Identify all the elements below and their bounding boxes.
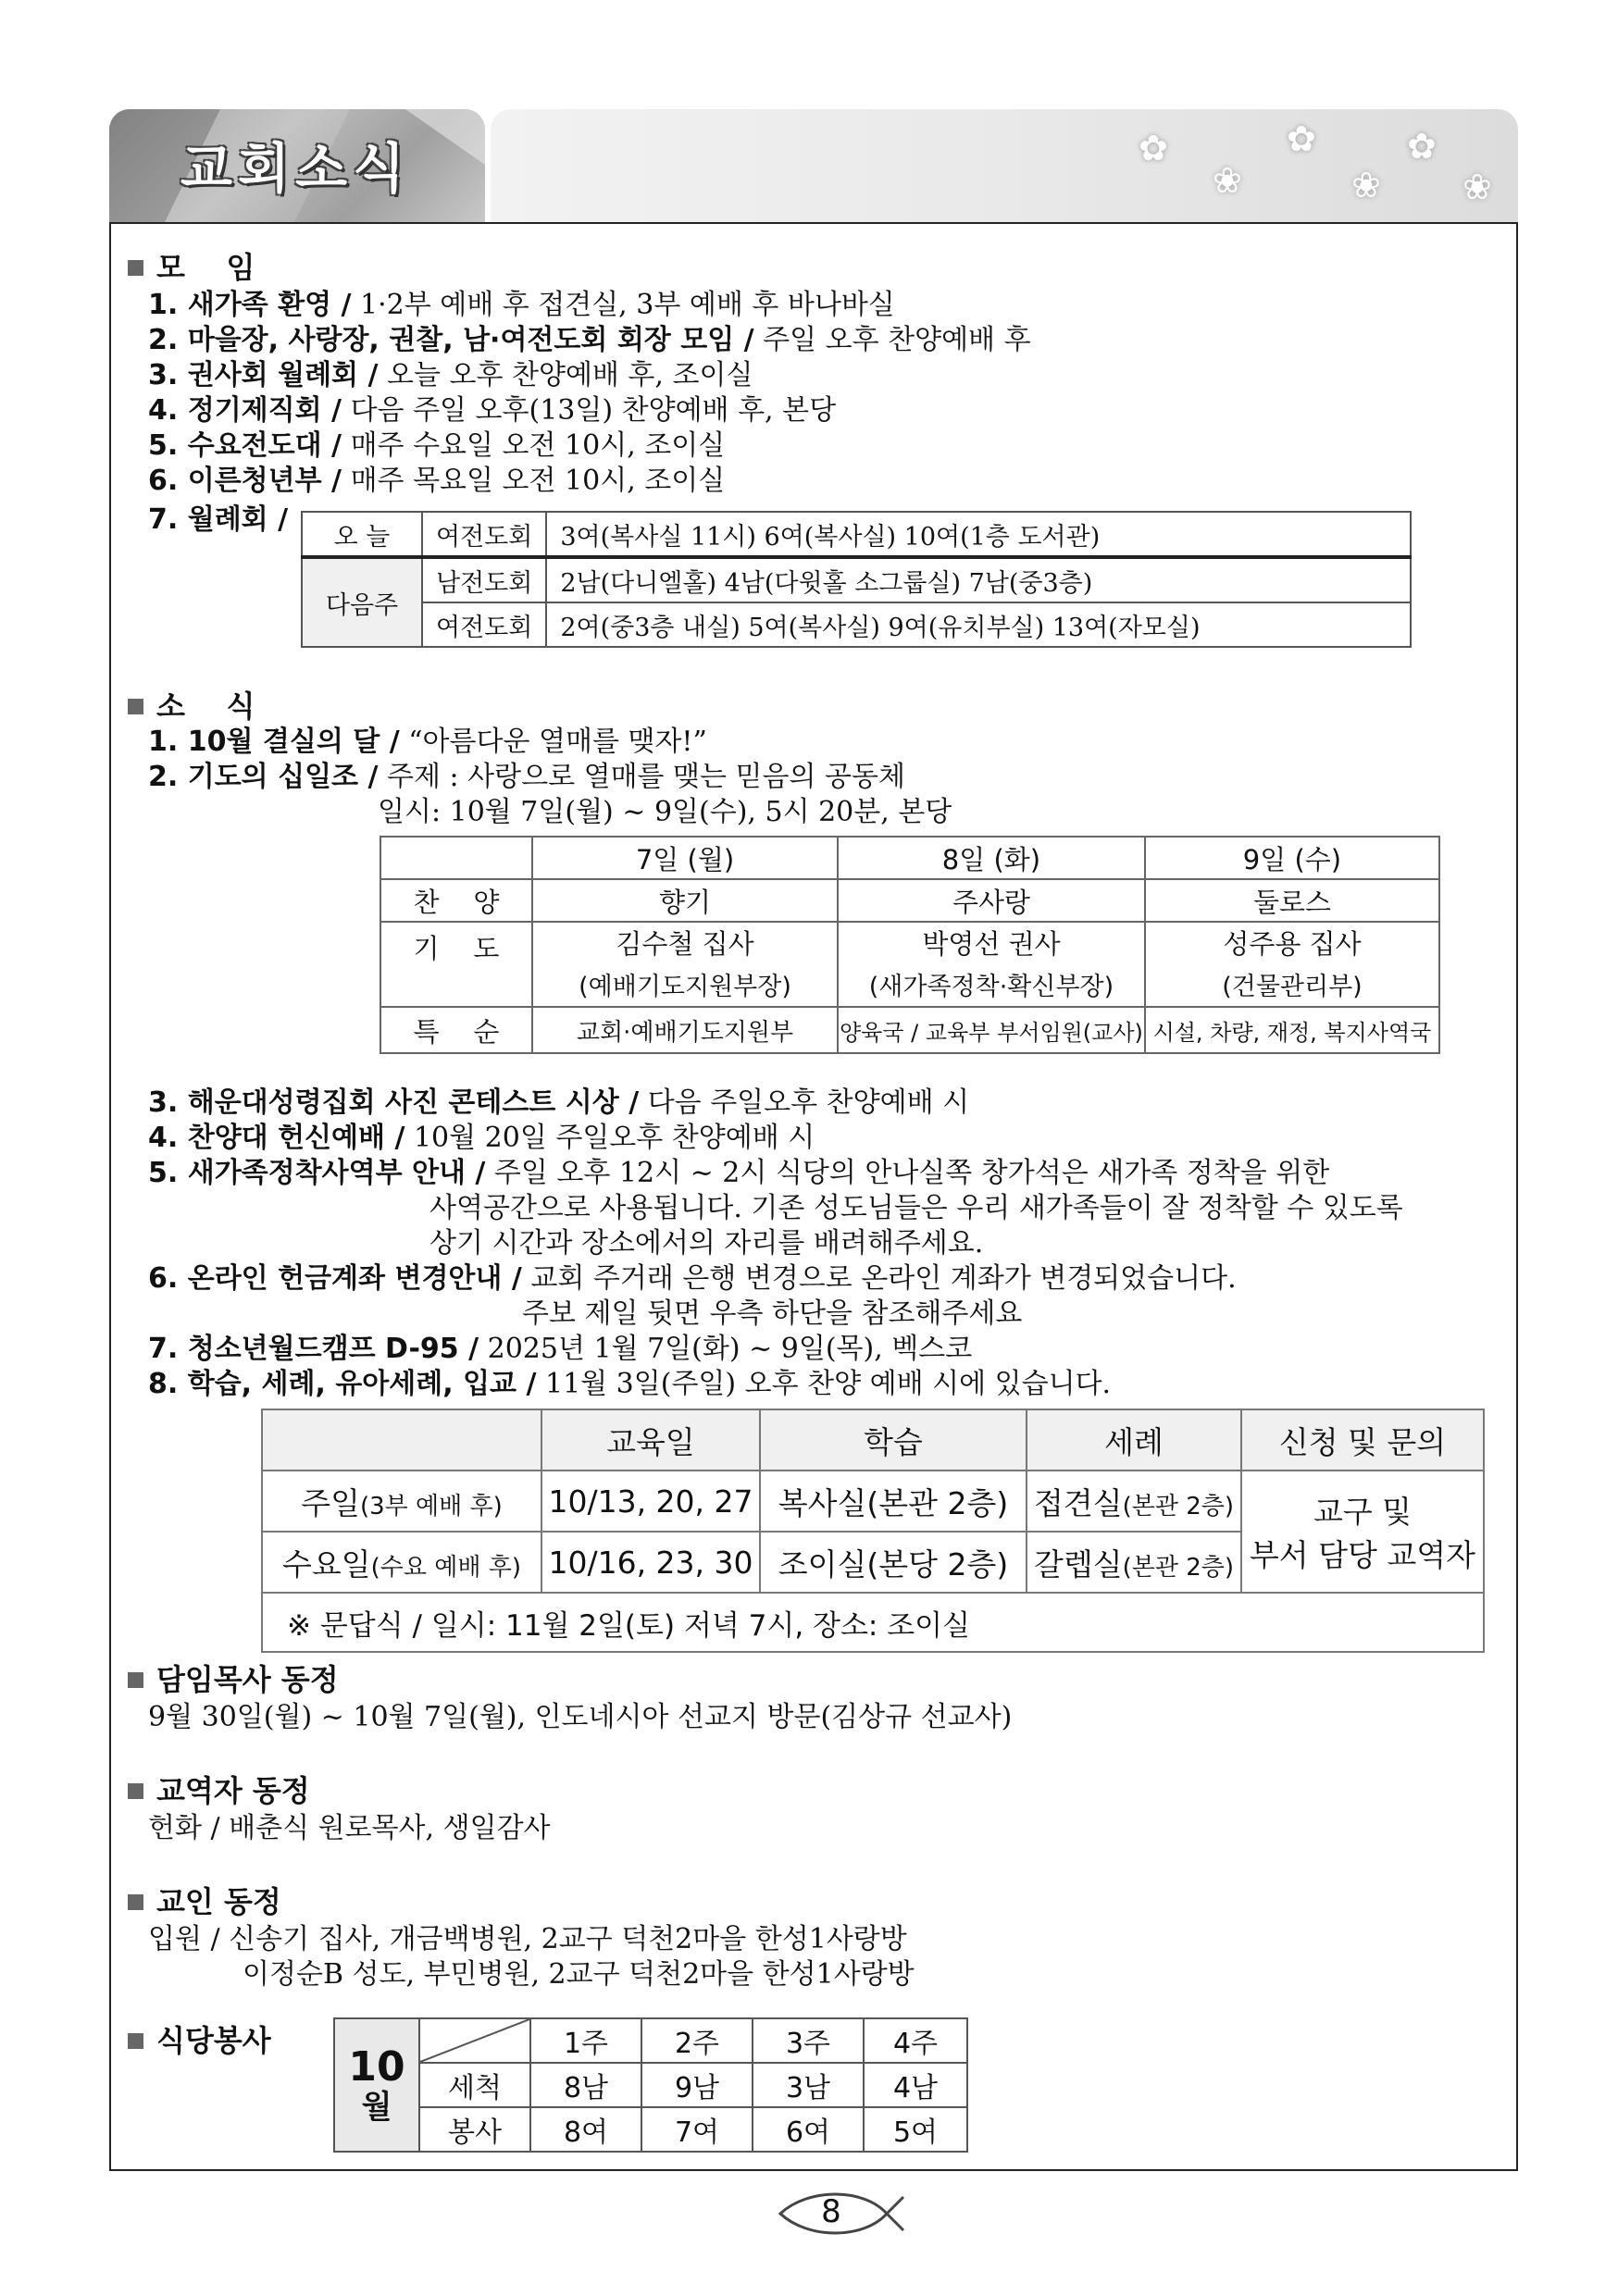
table-header: 1주 (530, 2018, 641, 2063)
table-cell: 2남(다니엘홀) 4남(다윗홀 소그룹실) 7남(중3층) (546, 557, 1411, 602)
news-item: 8. 학습, 세례, 유아세례, 입교 / 11월 3일(주일) 오후 찬양 예배 시에 있습니다. (148, 1368, 1112, 1400)
table-cell: 성주용 집사 (1145, 922, 1439, 962)
table-cell: 시설, 차량, 재정, 복지사역국 (1145, 1007, 1439, 1053)
table-cell: 10/13, 20, 27 (541, 1471, 760, 1532)
row-label: 찬 양 (380, 879, 532, 922)
table-cell: 접견실(본관 2층) (1027, 1471, 1241, 1532)
monthly-meeting-table (301, 511, 1412, 648)
meeting-item: 4. 정기제직회 / 다음 주일 오후(13일) 찬양예배 후, 본당 (148, 394, 837, 427)
table-cell-contact: 교구 및 부서 담당 교역자 (1241, 1471, 1484, 1593)
table-cell: 주일(3부 예배 후) (262, 1471, 541, 1532)
square-bullet-icon (128, 2033, 143, 2049)
table-cell: 갈렙실(본관 2층) (1027, 1532, 1241, 1593)
table-header: 8일 (화) (838, 837, 1145, 879)
table-cell: 4남 (864, 2063, 967, 2107)
blossom-icon: ✿ (1139, 128, 1168, 168)
table-header: 9일 (수) (1145, 837, 1439, 879)
table-cell: 양육국 / 교육부 부서임원(교사) (838, 1007, 1145, 1053)
table-header (262, 1409, 541, 1471)
table-cell: 여전도회 (422, 602, 546, 647)
meeting-item: 6. 이른청년부 / 매주 목요일 오전 10시, 조이실 (148, 465, 726, 497)
meeting-item: 2. 마을장, 사랑장, 권찰, 남·여전도회 회장 모임 / 주일 오후 찬양예배 후 (148, 324, 1031, 356)
table-header: 세례 (1027, 1409, 1241, 1471)
meeting-item: 3. 권사회 월례회 / 오늘 오후 찬양예배 후, 조이실 (148, 359, 753, 391)
table-cell: 향기 (532, 879, 838, 922)
row-label: 기 도 (380, 922, 532, 1007)
table-cell: 박영선 권사 (838, 922, 1145, 962)
square-bullet-icon (128, 1783, 143, 1799)
table-header: 학습 (760, 1409, 1027, 1471)
table-cell: 3남 (753, 2063, 864, 2107)
row-label: 봉사 (419, 2107, 530, 2152)
square-bullet-icon (128, 699, 143, 714)
kitchen-service-table (333, 2017, 968, 2153)
table-cell: 여전도회 (422, 512, 546, 557)
square-bullet-icon (128, 260, 143, 276)
table-cell: 3여(복사실 11시) 6여(복사실) 10여(1층 도서관) (546, 512, 1411, 557)
news-item: 6. 온라인 헌금계좌 변경안내 / 교회 주거래 은행 변경으로 온라인 계좌가 변경되었습니다. (148, 1262, 1237, 1295)
table-cell: 6여 (753, 2107, 864, 2152)
table-cell: 조이실(본당 2층) (760, 1532, 1027, 1593)
table-cell: (새가족정착·확신부장) (838, 962, 1145, 1007)
section-heading-news: 소 식 (128, 683, 255, 726)
table-note: ※ 문답식 / 일시: 11월 2일(토) 저녁 7시, 장소: 조이실 (262, 1593, 1484, 1652)
table-header: 3주 (753, 2018, 864, 2063)
section-heading-meeting: 모 임 (128, 244, 255, 287)
news-item-detail: 상기 시간과 장소에서의 자리를 배려해주세요. (429, 1227, 984, 1260)
section-heading-ministers: 교역자 동정 (128, 1768, 310, 1810)
table-cell (380, 837, 532, 879)
news-item: 2. 기도의 십일조 / 주제 : 사랑으로 열매를 맺는 믿음의 공동체 (148, 761, 905, 793)
section-heading-members: 교인 동정 (128, 1879, 281, 1921)
table-cell: 10/16, 23, 30 (541, 1532, 760, 1593)
table-header: 2주 (641, 2018, 753, 2063)
square-bullet-icon (128, 1894, 143, 1910)
news-item: 1. 10월 결실의 달 / “아름다운 열매를 맺자!” (148, 726, 707, 758)
page-number: 8 (821, 2193, 841, 2230)
members-text: 이정순B 성도, 부민병원, 2교구 덕천2마을 한성1사랑방 (243, 1958, 915, 1991)
news-item-detail: 일시: 10월 7일(월) ~ 9일(수), 5시 20분, 본당 (378, 796, 952, 828)
row-label: 세척 (419, 2063, 530, 2107)
row-label: 특 순 (380, 1007, 532, 1053)
header-decoration-panel (491, 109, 1518, 222)
ministers-text: 헌화 / 배춘식 원로목사, 생일감사 (148, 1812, 551, 1844)
pastor-text: 9월 30일(월) ~ 10월 7일(월), 인도네시아 선교지 방문(김상규 선교사) (148, 1701, 1013, 1733)
table-cell: 복사실(본관 2층) (760, 1471, 1027, 1532)
diagonal-header-cell (419, 2018, 530, 2063)
table-header: 7일 (월) (532, 837, 838, 879)
table-label-next-week: 다음주 (302, 557, 422, 647)
table-label-today: 오 늘 (302, 512, 422, 557)
blossom-icon: ❀ (1213, 160, 1242, 201)
table-header: 교육일 (541, 1409, 760, 1471)
table-cell: 5여 (864, 2107, 967, 2152)
table-cell: 7여 (641, 2107, 753, 2152)
table-cell: 8남 (530, 2063, 641, 2107)
news-item: 7. 청소년월드캠프 D-95 / 2025년 1월 7일(화) ~ 9일(목), 벡스코 (148, 1333, 973, 1365)
members-text: 입원 / 신송기 집사, 개금백병원, 2교구 덕천2마을 한성1사랑방 (148, 1923, 907, 1955)
table-cell: 남전도회 (422, 557, 546, 602)
month-cell: 10 월 (334, 2018, 419, 2152)
section-heading-kitchen: 식당봉사 (128, 2017, 271, 2060)
table-cell: 8여 (530, 2107, 641, 2152)
table-cell: (예배기도지원부장) (532, 962, 838, 1007)
prayer-tithe-table (380, 836, 1440, 1054)
table-cell: 주사랑 (838, 879, 1145, 922)
table-cell: 수요일(수요 예배 후) (262, 1532, 541, 1593)
table-cell: 김수철 집사 (532, 922, 838, 962)
meeting-item: 1. 새가족 환영 / 1·2부 예배 후 접견실, 3부 예배 후 바나바실 (148, 289, 895, 321)
news-item-detail: 주보 제일 뒷면 우측 하단을 참조해주세요 (522, 1297, 1023, 1330)
blossom-icon: ❀ (1351, 165, 1381, 205)
blossom-icon: ✿ (1287, 118, 1316, 159)
table-header: 신청 및 문의 (1241, 1409, 1484, 1471)
meeting-item: 5. 수요전도대 / 매주 수요일 오전 10시, 조이실 (148, 429, 726, 462)
blossom-icon: ❀ (1462, 167, 1492, 207)
news-item: 3. 해운대성령집회 사진 콘테스트 시상 / 다음 주일오후 찬양예배 시 (148, 1086, 970, 1119)
meeting-item: 7. 월례회 / (148, 503, 289, 536)
square-bullet-icon (128, 1672, 143, 1688)
page-title: 교회소식 (180, 137, 411, 200)
table-cell: (건물관리부) (1145, 962, 1439, 1007)
table-cell: 교회·예배기도지원부 (532, 1007, 838, 1053)
table-header: 4주 (864, 2018, 967, 2063)
news-item: 4. 찬양대 헌신예배 / 10월 20일 주일오후 찬양예배 시 (148, 1122, 815, 1154)
news-item-detail: 사역공간으로 사용됩니다. 기존 성도님들은 우리 새가족들이 잘 정착할 수 있도록 (429, 1192, 1403, 1224)
blossom-icon: ✿ (1407, 126, 1437, 167)
news-item: 5. 새가족정착사역부 안내 / 주일 오후 12시 ~ 2시 식당의 안나실쪽 창가석은 새가족 정착을 위한 (148, 1157, 1330, 1189)
education-table (261, 1409, 1485, 1653)
table-cell: 2여(중3층 내실) 5여(복사실) 9여(유치부실) 13여(자모실) (546, 602, 1411, 647)
table-cell: 둘로스 (1145, 879, 1439, 922)
section-heading-pastor: 담임목사 동정 (128, 1657, 339, 1699)
table-cell: 9남 (641, 2063, 753, 2107)
